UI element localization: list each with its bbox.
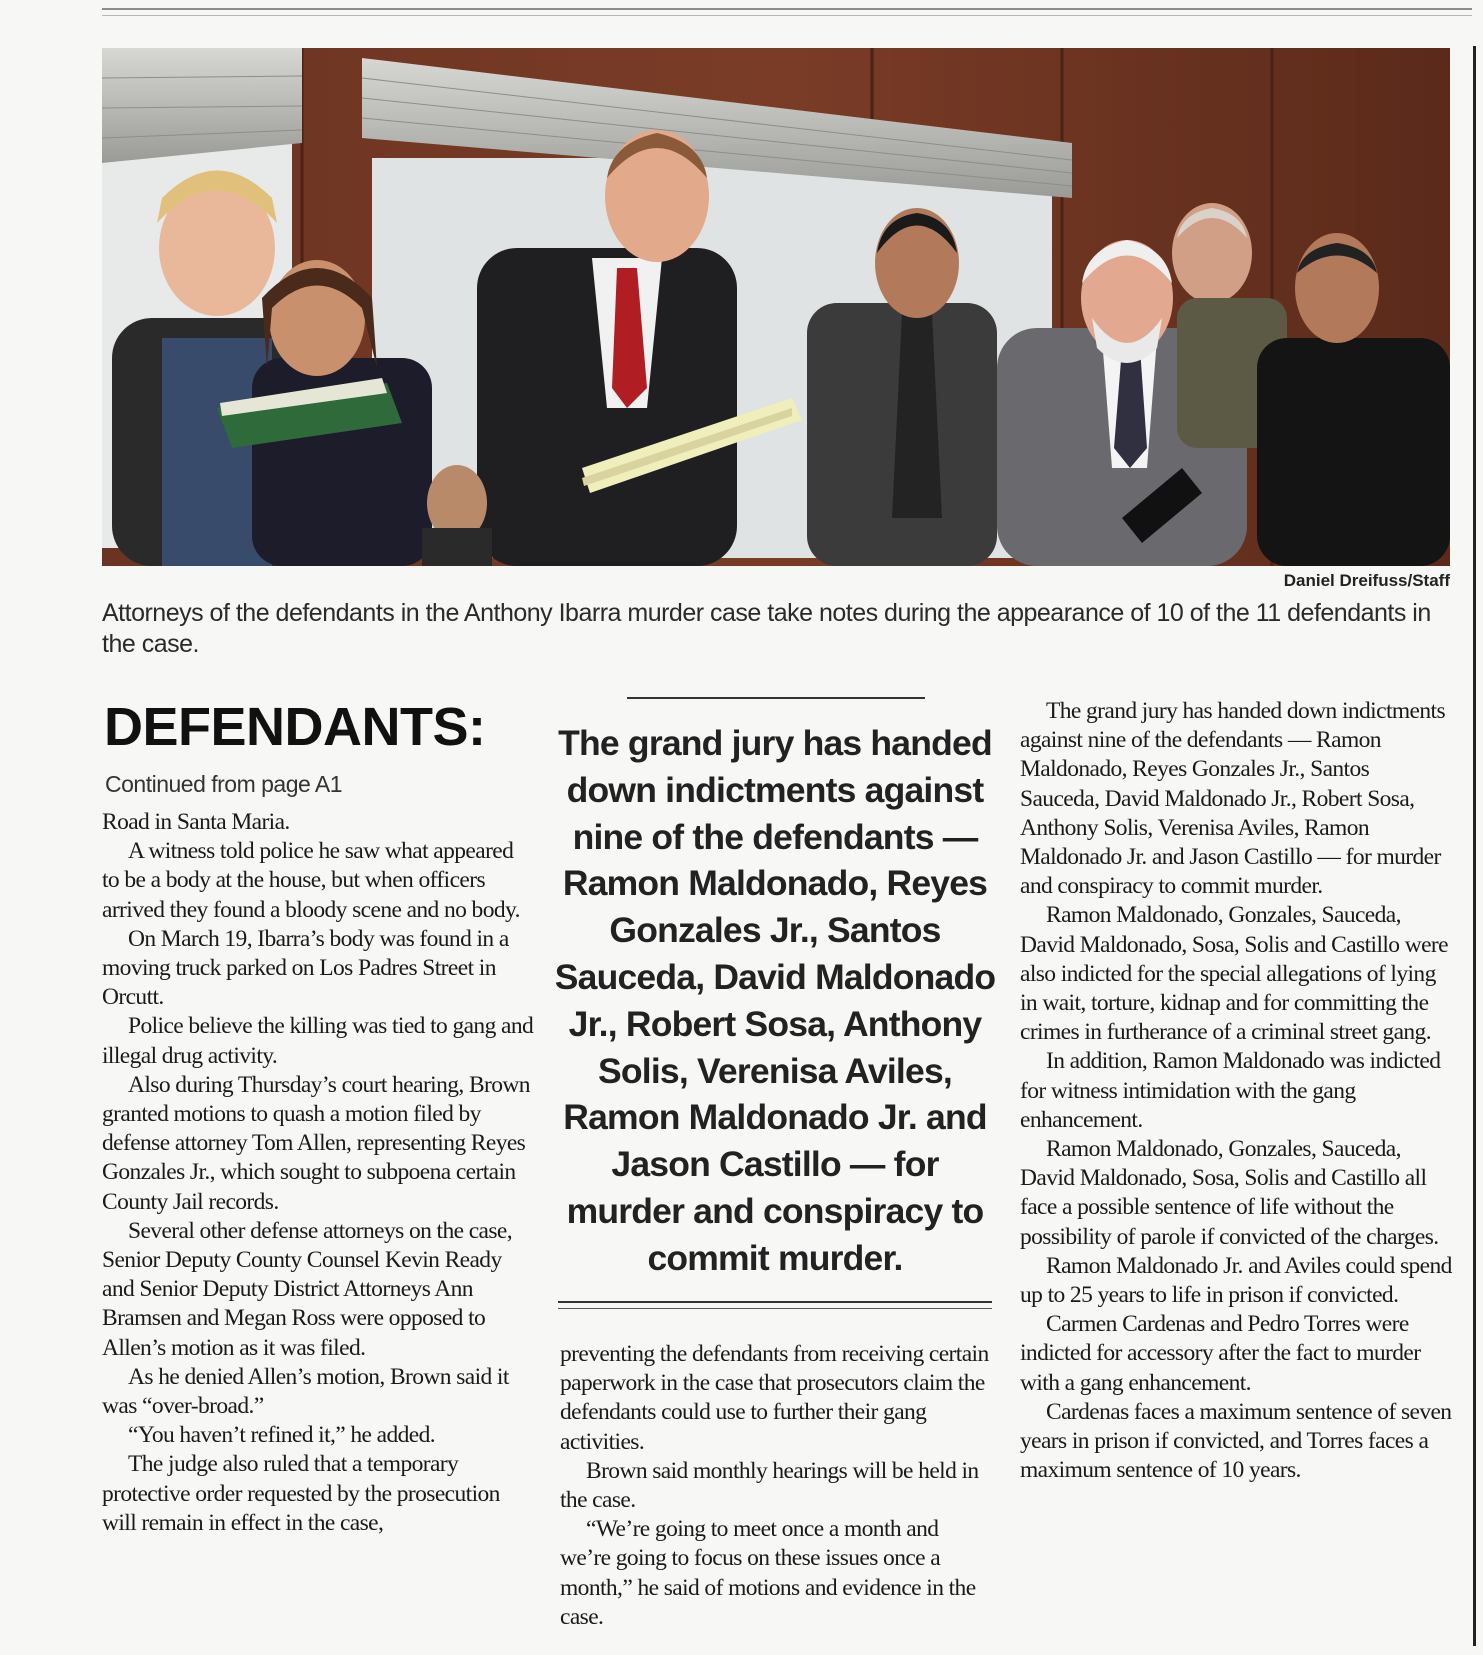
courtroom-photo-illustration <box>102 48 1450 566</box>
continued-from-label: Continued from page A1 <box>105 771 343 797</box>
article-column-3 <box>1020 697 1452 1485</box>
paragraph: Cardenas faces a maximum sentence of seven years in prison if convicted, and Torres faces a maximum sentence of 10 years. <box>1020 1398 1452 1484</box>
pull-quote-top-rule <box>627 697 925 699</box>
paragraph: Road in Santa Maria. <box>102 809 290 835</box>
paragraph: Carmen Cardenas and Pedro Torres were indicted for accessory after the fact to murder with a gang enhancement. <box>1020 1311 1421 1396</box>
article-column-2 <box>560 1340 992 1632</box>
paragraph: On March 19, Ibarra’s body was found in a moving truck parked on Los Padres Street in Orcutt. <box>102 925 509 1011</box>
pull-quote-bottom-rule-thin <box>558 1308 992 1309</box>
pull-quote: The grand jury has handed down indictments against nine of the defendants — Ramon Maldonado, Reyes Gonzales Jr., Santos Sauceda, David Maldonado Jr., Robert Sosa, Anthony Solis, Verenisa Aviles, Ramon Maldonado Jr. and Jason Castillo — for murder and conspiracy to commit murder. <box>554 723 996 1278</box>
paragraph: Ramon Maldonado, Gonzales, Sauceda, David Maldonado, Sosa, Solis and Castillo were also indicted for the special allegations of lying in wait, torture, kidnap and for committing the crimes in furtherance of a criminal street gang. <box>1020 902 1448 1046</box>
photo-credit: Daniel Dreifuss/Staff <box>1283 571 1450 590</box>
paragraph: Several other defense attorneys on the case, Senior Deputy County Counsel Kevin Ready and Senior Deputy District Attorneys Ann Bramsen and Megan Ross were opposed to Allen’s motion as it was filed. <box>102 1217 513 1361</box>
courtroom-photo <box>102 48 1450 566</box>
top-rule <box>102 8 1472 10</box>
paragraph: Also during Thursday’s court hearing, Brown granted motions to quash a motion filed by defense attorney Tom Allen, representing Reyes Gonzales Jr., which sought to subpoena certain County Jail records. <box>102 1071 530 1215</box>
paragraph: Ramon Maldonado, Gonzales, Sauceda, David Maldonado, Sosa, Solis and Castillo all face a possible sentence of life without the possibility of parole if convicted of the charges. <box>1020 1136 1439 1250</box>
paragraph: The judge also ruled that a temporary protective order requested by the prosecution will remain in effect in the case, <box>102 1451 500 1536</box>
paragraph: Brown said monthly hearings will be held in the case. <box>560 1457 979 1514</box>
pull-quote-bottom-rule <box>558 1301 992 1303</box>
paragraph: As he denied Allen’s motion, Brown said it was “over-broad.” <box>102 1363 509 1420</box>
photo-caption: Attorneys of the defendants in the Anthony Ibarra murder case take notes during the appearance of 10 of the 11 defendants in the case. <box>102 599 1431 658</box>
paragraph: The grand jury has handed down indictments against nine of the defendants — Ramon Maldonado, Reyes Gonzales Jr., Santos Sauceda, David Maldonado Jr., Robert Sosa, Anthony Solis, Verenisa Aviles, Ramon Maldonado Jr. and Jason Castillo — for murder and conspiracy to commit murder. <box>1020 698 1446 900</box>
paragraph: Ramon Maldonado Jr. and Aviles could spend up to 25 years to life in prison if convicted. <box>1020 1252 1452 1309</box>
paragraph: In addition, Ramon Maldonado was indicted for witness intimidation with the gang enhancement. <box>1020 1048 1441 1133</box>
paragraph: Police believe the killing was tied to gang and illegal drug activity. <box>102 1013 534 1069</box>
paragraph: “We’re going to meet once a month and we’re going to focus on these issues once a month,” he said of motions and evidence in the case. <box>560 1516 976 1630</box>
paragraph: A witness told police he saw what appeared to be a body at the house, but when officers arrived they found a bloody scene and no body. <box>102 838 520 923</box>
top-rule-thin <box>102 15 1472 16</box>
article-column-1 <box>102 808 534 1538</box>
paragraph: “You haven’t refined it,” he added. <box>128 1422 436 1449</box>
right-border-rule <box>1473 46 1476 1646</box>
article-heading: DEFENDANTS: <box>104 697 486 757</box>
paragraph: preventing the defendants from receiving certain paperwork in the case that prosecutors claim the defendants could use to further their gang activities. <box>560 1341 989 1455</box>
